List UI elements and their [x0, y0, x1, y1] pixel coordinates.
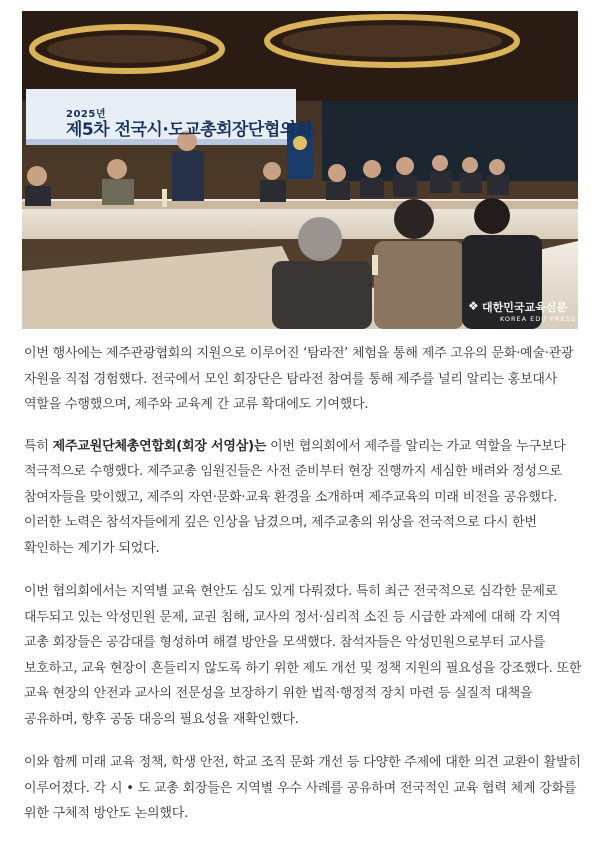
meeting-scene-illustration [22, 11, 578, 329]
press-watermark [468, 299, 578, 323]
article-body [24, 341, 582, 845]
paragraph-4: 이와 함께 미래 교육 정책, 학생 안전, 학교 조직 문화 개선 등 다양한 주제에 대한 의견 교환이 활발히 이루어졌다. 각 시 • 도 교총 회장들은 지역별 우수 사례를 공유하며 전국적인 교육 협력 체계 강화를 위한 구체적 방안도 논의했다. [24, 755, 581, 821]
article-photo [22, 11, 578, 329]
paragraph-2-prefix: 특히 [24, 438, 53, 454]
paragraph-1: 이번 행사에는 제주관광협회의 지원으로 이루어진 ‘탐라전’ 체험을 통해 제주 고유의 문화·예술·관광 자원을 직접 경험했다. 전국에서 모인 회장단은 탐라전 참여를 통해 제주를 널리 알리는 홍보대사 역할을 수행했으며, 제주와 교육계 간 교류 확대에도 기여했다. [24, 346, 574, 412]
watermark-name: 대한민국교육신문 [482, 301, 568, 314]
banner-title: 제5차 전국시·도교총회장단협의회 [66, 120, 312, 140]
press-logo-icon: ❖ [468, 299, 479, 313]
organization-name: 제주교원단체총연합회(회장 서영삼)는 [52, 438, 267, 454]
banner-year: 2025년 [66, 109, 106, 120]
paragraph-3: 이번 협의회에서는 지역별 교육 현안도 심도 있게 다뤄졌다. 특히 최근 전국적으로 심각한 문제로 대두되고 있는 악성민원 문제, 교권 침해, 교사의 정서·심리적 소진 등 시급한 과제에 대해 각 지역 교총 회장들은 공감대를 형성하며 해결 방안을 모색했다. 참석자들은 악성민원으로부터 교사를 보호하고, 교육 현장이 흔들리지 않도록 하기 위한 제도 개선 및 정책 지원의 필요성을 강조했다. 또한 교육 현장의 안전과 교사의 전문성을 보장하기 위한 법적·행정적 장치 마련 등 실질적 대책을 공유하며, 향후 공동 대응의 필요성을 재확인했다. [24, 584, 582, 727]
paragraph-2 [24, 434, 582, 562]
watermark-en: KOREA EDU PRESS [500, 315, 576, 323]
paragraph-2-rest: 이번 협의회에서 제주를 알리는 가교 역할을 누구보다 적극적으로 수행했다. 제주교총 임원진들은 사전 준비부터 현장 진행까지 세심한 배려와 정성으로 참여자들을 맞이했고, 제주의 자연·문화·교육 환경을 소개하며 제주교육의 미래 비전을 공유했다. 이러한 노력은 참석자들에게 깊은 인상을 남겼으며, 제주교총의 위상을 전국적으로 다시 한번 확인하는 계기가 되었다. [24, 438, 566, 556]
